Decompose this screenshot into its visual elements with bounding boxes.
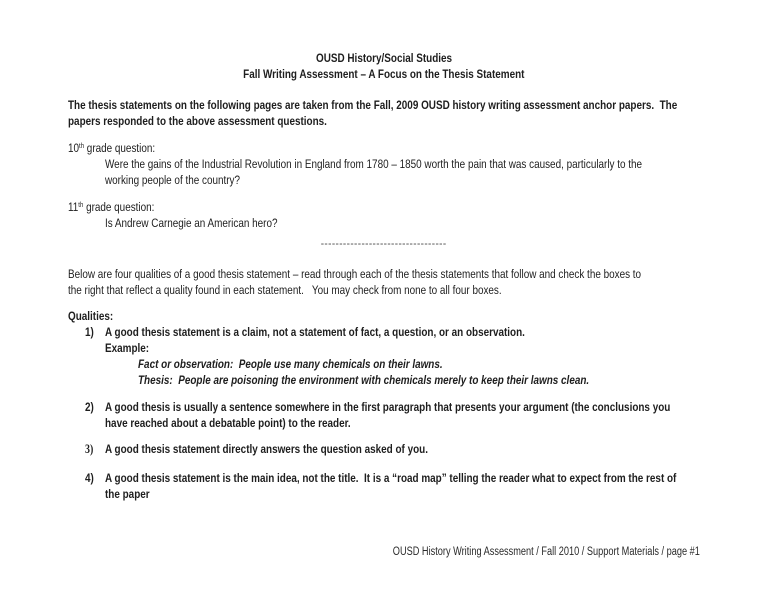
doc-title-line2 [68, 66, 700, 82]
instructions-line2: the right that reflect a quality found in each statement. You may check from none to all four boxes. [68, 283, 502, 297]
grade10-question-label: 10th grade question: [68, 141, 156, 155]
grade10-question-line2: working people of the country? [105, 173, 241, 187]
intro-paragraph-line1: The thesis statements on the following pages are taken from the Fall, 2009 OUSD history writing assessment anchor papers. The [68, 98, 678, 112]
quality-item-2-line2: have reached about a debatable point) to the reader. [105, 416, 351, 430]
dashed-separator: ---------------------------------- [321, 236, 447, 250]
quality-item-2-number: 2) [85, 400, 94, 414]
quality-item-2: 2) A good thesis is usually a sentence somewhere in the first paragraph that presents your argument (the conclusions you [85, 400, 671, 414]
quality-item-1-example-label: Example: [105, 341, 150, 355]
quality-item-3: 3) A good thesis statement directly answers the question asked of you. [85, 442, 428, 456]
ordinal-superscript: th [79, 141, 85, 150]
quality-item-4-line2: the paper [105, 487, 150, 501]
quality-item-3-number: 3) [85, 442, 94, 456]
page-footer [316, 544, 700, 560]
quality-item-1-example-fact: Fact or observation: People use many chemicals on their lawns. [138, 357, 443, 371]
qualities-heading: Qualities: [68, 309, 114, 323]
page-footer-text: OUSD History Writing Assessment / Fall 2010 / Support Materials / page #1 [392, 546, 700, 558]
quality-item-1-example-thesis: Thesis: People are poisoning the environment with chemicals merely to keep their lawns clean. [138, 373, 590, 387]
grade10-question-line1: Were the gains of the Industrial Revolution in England from 1780 – 1850 worth the pain that was caused, particularly to the [105, 157, 643, 171]
instructions-line1: Below are four qualities of a good thesis statement – read through each of the thesis statements that follow and check the boxes to [68, 267, 642, 281]
quality-item-4-number: 4) [85, 471, 94, 485]
grade11-question-label: 11th grade question: [68, 200, 155, 214]
doc-title-line1-text: OUSD History/Social Studies [315, 51, 453, 65]
quality-item-4: 4) A good thesis statement is the main idea, not the title. It is a “road map” telling the reader what to expect from the rest of [85, 471, 677, 485]
grade11-question-line1: Is Andrew Carnegie an American hero? [105, 216, 278, 230]
ordinal-superscript: th [78, 200, 84, 209]
quality-item-1-number: 1) [85, 325, 94, 339]
intro-paragraph-line2: papers responded to the above assessment questions. [68, 114, 327, 128]
quality-item-1: 1) A good thesis statement is a claim, not a statement of fact, a question, or an observation. [85, 325, 525, 339]
doc-title-line2-text: Fall Writing Assessment – A Focus on the Thesis Statement [243, 67, 525, 81]
doc-title-line1 [68, 50, 700, 66]
